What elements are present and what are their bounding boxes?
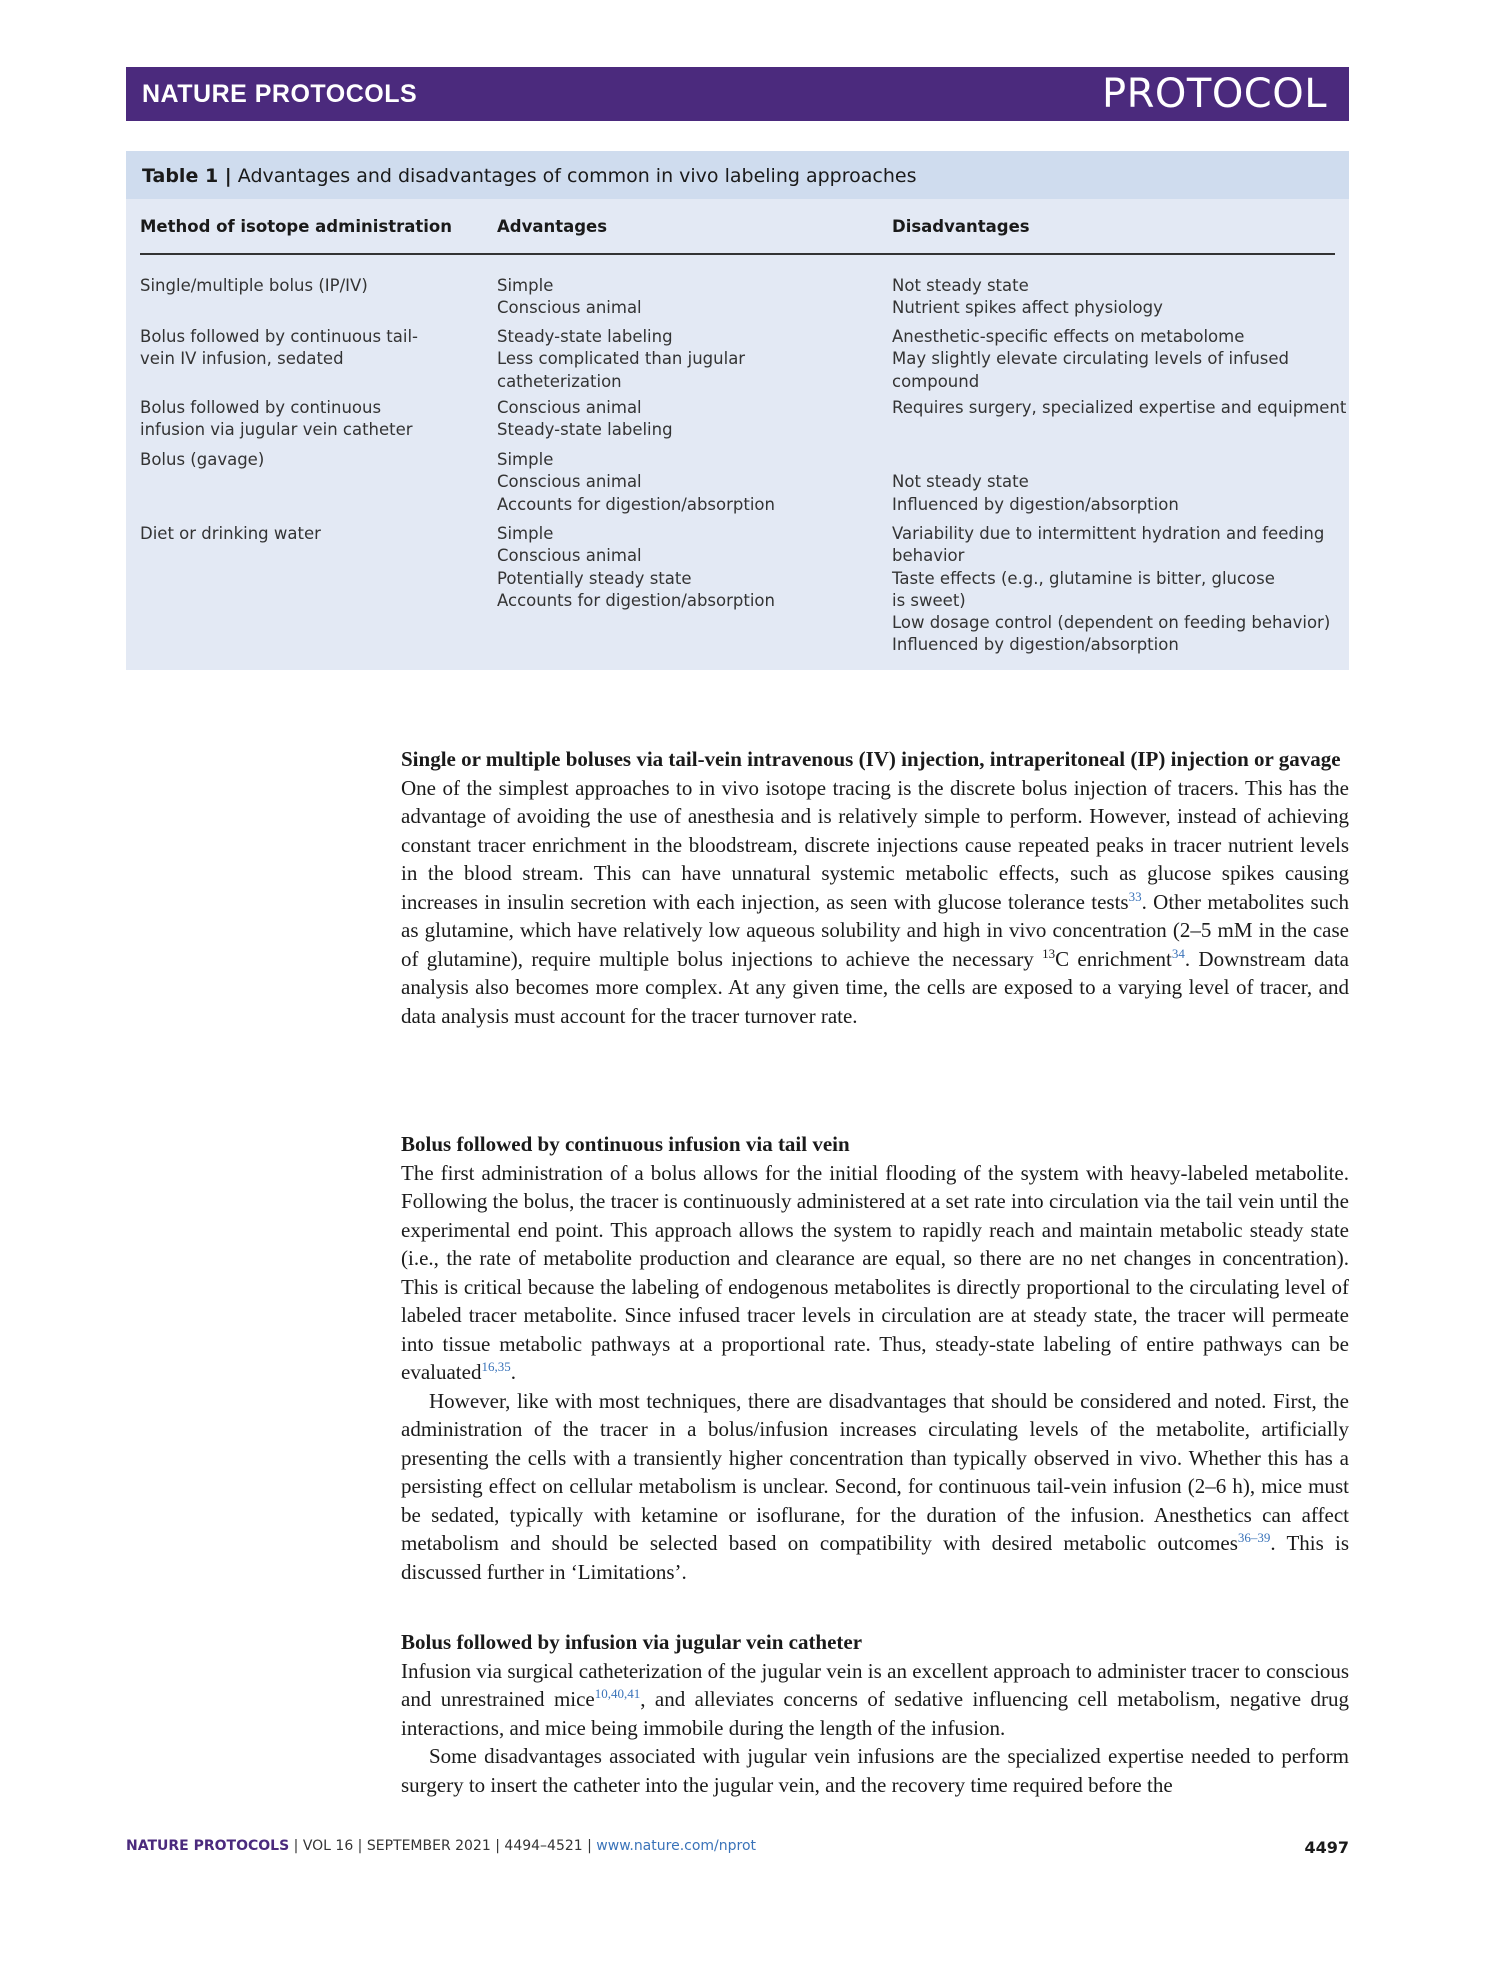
table-cell-dis xyxy=(892,523,1330,657)
table-cell-dis xyxy=(892,397,1346,419)
cell-line: Conscious animal xyxy=(497,546,642,566)
section-tail-vein-infusion xyxy=(401,1130,1349,1586)
cell-line: Steady-state labeling xyxy=(497,327,673,346)
citation[interactable]: 34 xyxy=(1171,945,1185,961)
cell-line: compound xyxy=(892,371,980,391)
table-caption xyxy=(126,151,1349,199)
paragraph: Infusion via surgical catheterization of the jugular vein is an excellent approach to administer tracer to conscious and unrestrained mice$^{10,40,41}$, and alleviates concerns of sedative influencing cell metabolism, negative drug interactions, and mice being immobile during the length of the infusion. xyxy=(401,1658,1349,1740)
journal-header xyxy=(126,67,1349,121)
cell-line: Conscious animal xyxy=(497,298,642,318)
footer-volume: VOL 16 xyxy=(302,1838,354,1854)
footer-pages: 4494–4521 xyxy=(504,1838,583,1854)
table-cell-adv xyxy=(497,523,775,612)
cell-line: Simple xyxy=(497,524,554,543)
table-1 xyxy=(126,151,1349,670)
paragraph: However, like with most techniques, there are disadvantages that should be considered and noted. First, the administration of the tracer in a bolus/infusion increases circulating levels of the metabolite, artificially presenting the cells with a transiently higher concentration than typically observed in vivo. Whether this has a persisting effect on cellular metabolism is unclear. Second, for continuous tail-vein infusion (2–6 h), mice must be sedated, typically with ketamine or isoflurane, for the duration of the infusion. Anesthetics can affect metabolism and should be selected based on compatibility with desired metabolic outcomes$^{36-39}$. This is discussed further in ‘Limitations’. xyxy=(401,1388,1349,1584)
cell-line xyxy=(892,449,1179,471)
table-label: Table 1 | xyxy=(142,165,232,187)
journal-link[interactable]: www.nature.com/nprot xyxy=(596,1838,757,1854)
paragraph: Some disadvantages associated with jugular vein infusions are the specialized expertise needed to perform surgery to insert the catheter into the jugular vein, and the recovery time required before the xyxy=(401,1744,1349,1797)
cell-line: catheterization xyxy=(497,371,622,391)
cell-line: Simple xyxy=(497,276,554,295)
cell-line: Less complicated than jugular xyxy=(497,349,746,369)
section-heading: Bolus followed by continuous infusion via tail vein xyxy=(401,1132,850,1156)
cell-line: Requires surgery, specialized expertise and equipment xyxy=(892,398,1347,417)
journal-name: NATURE PROTOCOLS xyxy=(142,80,418,108)
cell-line: Accounts for digestion/absorption xyxy=(497,590,775,610)
table-title: Advantages and disadvantages of common in vivo labeling approaches xyxy=(237,165,917,187)
page-number: 4497 xyxy=(1304,1838,1349,1857)
table-cell-method xyxy=(140,449,264,471)
cell-line: Not steady state xyxy=(892,276,1029,295)
cell-line: vein IV infusion, sedated xyxy=(140,349,344,369)
table-cell-adv xyxy=(497,397,673,442)
cell-line: Variability due to intermittent hydration and feeding xyxy=(892,524,1325,543)
cell-line: Steady-state labeling xyxy=(497,420,673,440)
citation[interactable]: 33 xyxy=(1128,888,1142,904)
column-header-advantages: Advantages xyxy=(497,217,608,236)
column-header-method: Method of isotope administration xyxy=(140,217,452,236)
cell-line: Taste effects (e.g., glutamine is bitter, glucose xyxy=(892,568,1275,588)
cell-line: Bolus followed by continuous xyxy=(140,398,382,417)
citation[interactable]: 10,40,41 xyxy=(594,1686,641,1701)
cell-line: Diet or drinking water xyxy=(140,524,321,543)
cell-line: Bolus (gavage) xyxy=(140,450,265,469)
table-cell-adv xyxy=(497,449,775,516)
cell-line: Influenced by digestion/absorption xyxy=(892,635,1179,655)
footer-journal: NATURE PROTOCOLS xyxy=(126,1838,290,1854)
paragraph: One of the simplest approaches to in vivo isotope tracing is the discrete bolus injection of tracers. This has the advantage of avoiding the use of anesthesia and is relatively simple to perform. However, instead of achieving constant tracer enrichment in the bloodstream, discrete injections cause repeated peaks in tracer nutrient levels in the blood stream. This can have unnatural systemic metabolic effects, such as glucose spikes causing increases in insulin secretion with each injection, as seen with glucose tolerance tests$^{33}$. Other metabolites such as glutamine, which have relatively low aqueous solubility and high in vivo concentration (2–5 mM in the case of glutamine), require multiple bolus injections to achieve the necessary $^{13}$C enrichment$^{34}$. Downstream data analysis also becomes more complex. At any given time, the cells are exposed to a varying level of tracer, and data analysis must account for the tracer turnover rate. xyxy=(401,775,1349,1028)
cell-line: Single/multiple bolus (IP/IV) xyxy=(140,276,368,295)
cell-line: Not steady state xyxy=(892,472,1029,492)
cell-line: Accounts for digestion/absorption xyxy=(497,494,775,514)
header-rule xyxy=(140,253,1335,255)
table-cell-method xyxy=(140,523,321,545)
citation[interactable]: 36–39 xyxy=(1237,1530,1271,1545)
table-cell-adv xyxy=(497,275,642,320)
cell-line: Potentially steady state xyxy=(497,568,692,588)
section-single-bolus xyxy=(401,745,1349,1030)
column-header-disadvantages: Disadvantages xyxy=(892,217,1030,236)
cell-line: Influenced by digestion/absorption xyxy=(892,494,1179,514)
isotope-superscript: 13 xyxy=(1042,945,1056,961)
cell-line: Low dosage control (dependent on feeding behavior) xyxy=(892,613,1331,633)
citation[interactable]: 16,35 xyxy=(481,1359,511,1374)
cell-line: is sweet) xyxy=(892,590,966,610)
cell-line: May slightly elevate circulating levels of infused xyxy=(892,349,1290,369)
article-type: PROTOCOL xyxy=(1101,71,1327,117)
table-cell-method xyxy=(140,397,413,442)
cell-line: Bolus followed by continuous tail- xyxy=(140,327,419,346)
footer-date: SEPTEMBER 2021 xyxy=(366,1838,491,1854)
section-jugular-catheter xyxy=(401,1628,1349,1799)
page-footer: NATURE PROTOCOLS | VOL 16 | SEPTEMBER 2021 | 4494–4521 | www.nature.com/nprot 4497 xyxy=(126,1838,1349,1857)
table-cell-method xyxy=(140,326,418,371)
section-heading: Bolus followed by infusion via jugular vein catheter xyxy=(401,1630,863,1654)
cell-line: behavior xyxy=(892,546,965,566)
cell-line: Nutrient spikes affect physiology xyxy=(892,298,1163,318)
table-cell-adv xyxy=(497,326,745,393)
table-cell-dis xyxy=(892,449,1179,516)
cell-line: Anesthetic-specific effects on metabolome xyxy=(892,327,1245,346)
table-cell-method xyxy=(140,275,368,297)
cell-line: Conscious animal xyxy=(497,398,642,417)
cell-line: infusion via jugular vein catheter xyxy=(140,420,413,440)
paragraph: The first administration of a bolus allows for the initial flooding of the system with heavy-labeled metabolite. Following the bolus, the tracer is continuously administered at a set rate into circulation via the tail vein until the experimental end point. This approach allows the system to rapidly reach and maintain metabolic steady state (i.e., the rate of metabolite production and clearance are equal, so there are no net changes in concentration). This is critical because the labeling of endogenous metabolites is directly proportional to the circulating level of labeled tracer metabolite. Since infused tracer levels in circulation are at steady state, the tracer will permeate into tissue metabolic pathways at a proportional rate. Thus, steady-state labeling of entire pathways can be evaluated$^{16,35}$. xyxy=(401,1160,1349,1384)
cell-line: Simple xyxy=(497,450,554,469)
table-cell-dis xyxy=(892,275,1163,320)
cell-line: Conscious animal xyxy=(497,472,642,492)
table-cell-dis xyxy=(892,326,1289,393)
section-heading: Single or multiple boluses via tail-vein intravenous (IV) injection, intraperitoneal (IP) injection or gavage xyxy=(401,747,1341,771)
